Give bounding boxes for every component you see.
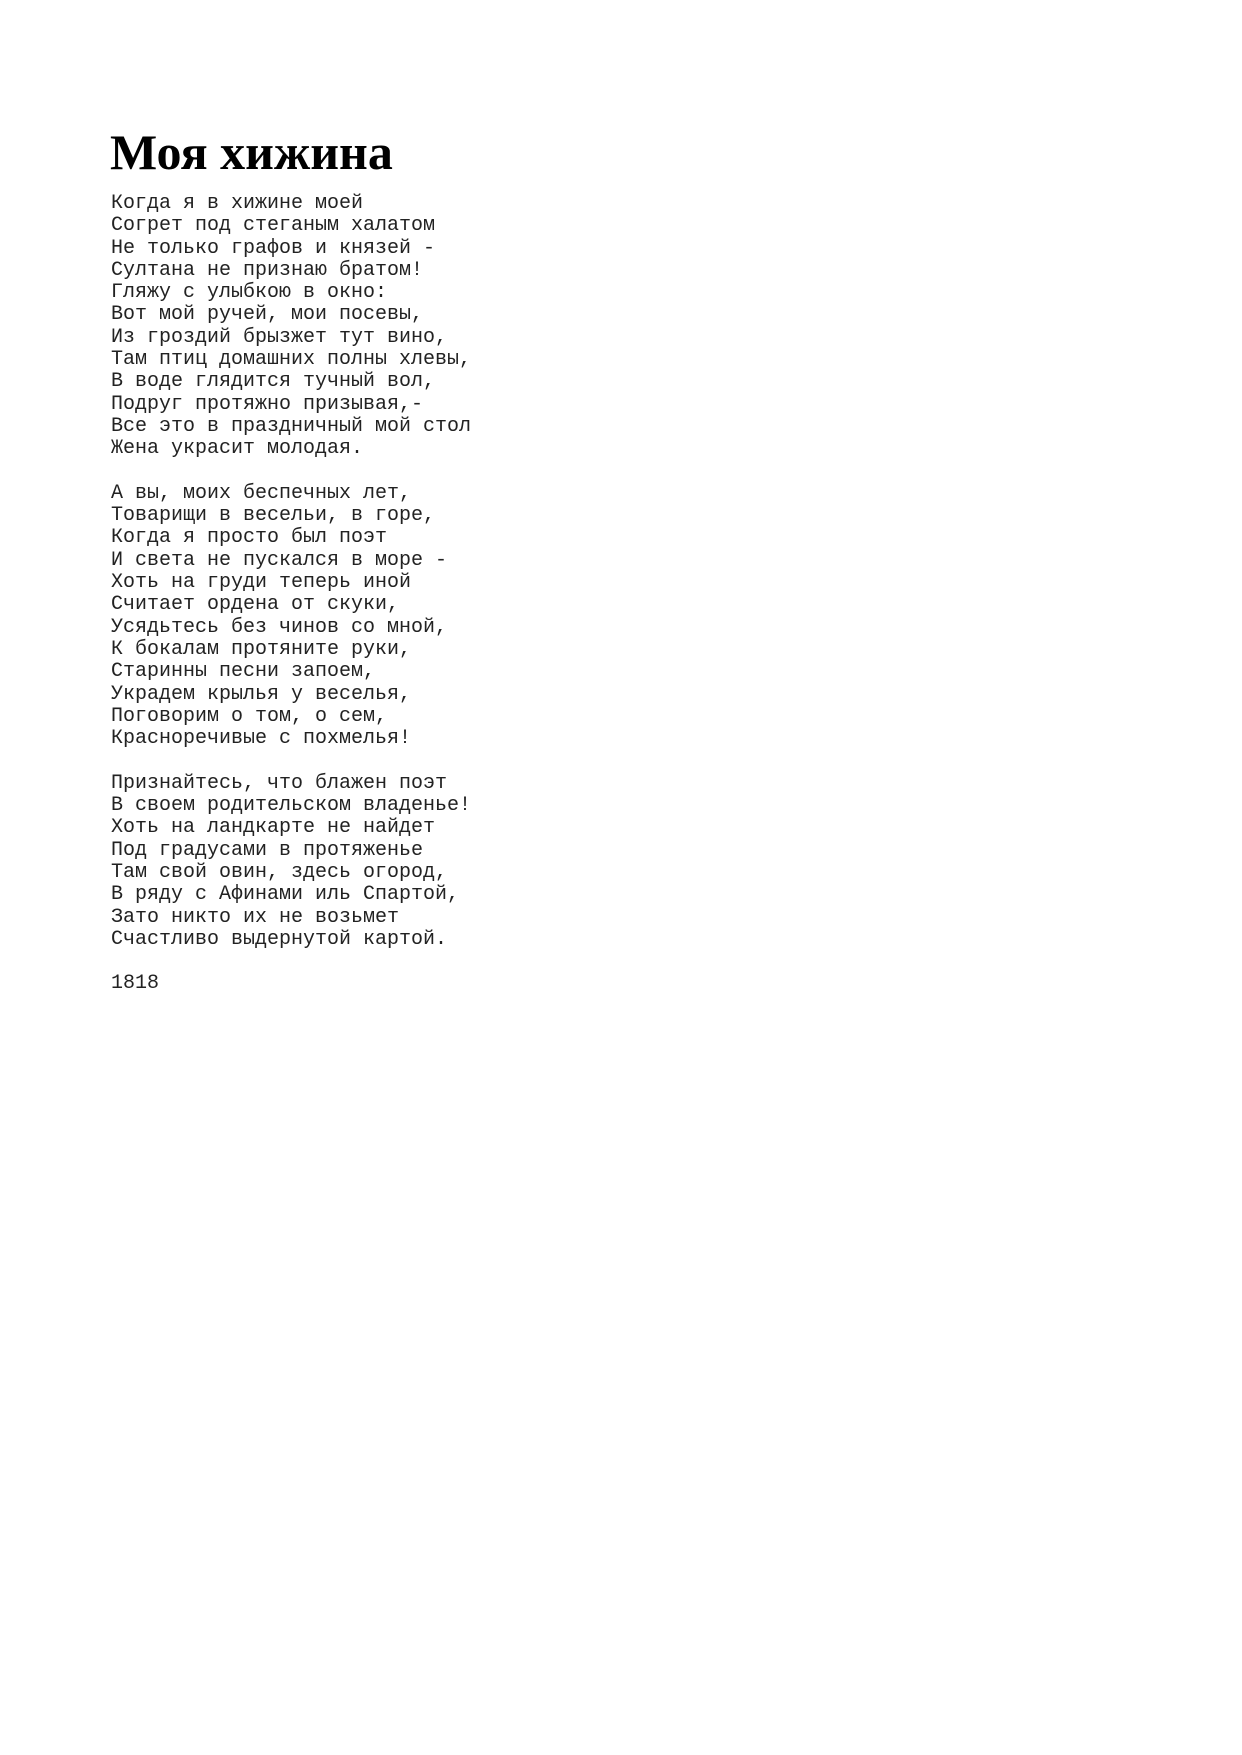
stanza-3 bbox=[111, 773, 811, 951]
poem-line: К бокалам протяните руки, bbox=[111, 637, 412, 661]
poem-line: Товарищи в весельи, в горе, bbox=[111, 504, 436, 528]
poem-line: Там птиц домашних полны хлевы, bbox=[111, 348, 472, 372]
poem-line: Вот мой ручей, мои посевы, bbox=[111, 303, 424, 327]
poem-line: Красноречивые с похмелья! bbox=[111, 727, 412, 751]
poem-line: И света не пускался в море - bbox=[111, 548, 448, 572]
poem-line: Когда я в хижине моей bbox=[111, 192, 364, 215]
poem-line: Султана не признаю братом! bbox=[111, 258, 424, 282]
poem-title: Моя хижина bbox=[110, 124, 393, 180]
poem-line: В воде глядится тучный вол, bbox=[111, 370, 436, 394]
stanza-2 bbox=[111, 483, 811, 751]
poem-line: Усядьтесь без чинов со мной, bbox=[111, 615, 448, 639]
poem-line: Из гроздий брызжет тут вино, bbox=[111, 325, 448, 349]
poem-line: Подруг протяжно призывая,- bbox=[111, 392, 424, 416]
poem-line: В своем родительском владенье! bbox=[111, 794, 472, 818]
poem-year: 1818 bbox=[111, 972, 160, 996]
poem-line: Там свой овин, здесь огород, bbox=[111, 860, 448, 884]
poem-line: Признайтесь, что блажен поэт bbox=[111, 771, 448, 795]
poem-line: Старинны песни запоем, bbox=[111, 660, 376, 684]
poem-line: А вы, моих беспечных лет, bbox=[111, 481, 412, 505]
poem-line: Жена украсит молодая. bbox=[111, 437, 364, 461]
poem-line: Счастливо выдернутой картой. bbox=[111, 927, 448, 951]
poem-line: Все это в праздничный мой стол bbox=[111, 414, 472, 438]
poem-body bbox=[111, 193, 811, 996]
poem-line: Поговорим о том, о сем, bbox=[111, 704, 388, 728]
poem-line: Гляжу с улыбкою в окно: bbox=[111, 281, 388, 305]
poem-line: Хоть на ландкарте не найдет bbox=[111, 816, 436, 840]
poem-line: Согрет под стеганым халатом bbox=[111, 214, 436, 238]
poem-line: Зато никто их не возьмет bbox=[111, 905, 400, 929]
poem-line: Не только графов и князей - bbox=[111, 236, 436, 260]
poem-line: Украдем крылья у веселья, bbox=[111, 682, 412, 706]
stanza-1 bbox=[111, 193, 811, 461]
poem-line: Под градусами в протяженье bbox=[111, 838, 424, 862]
poem-line: Когда я просто был поэт bbox=[111, 526, 388, 550]
poem-line: Хоть на груди теперь иной bbox=[111, 571, 412, 595]
poem-line: В ряду с Афинами иль Спартой, bbox=[111, 883, 460, 907]
poem-line: Считает ордена от скуки, bbox=[111, 593, 400, 617]
